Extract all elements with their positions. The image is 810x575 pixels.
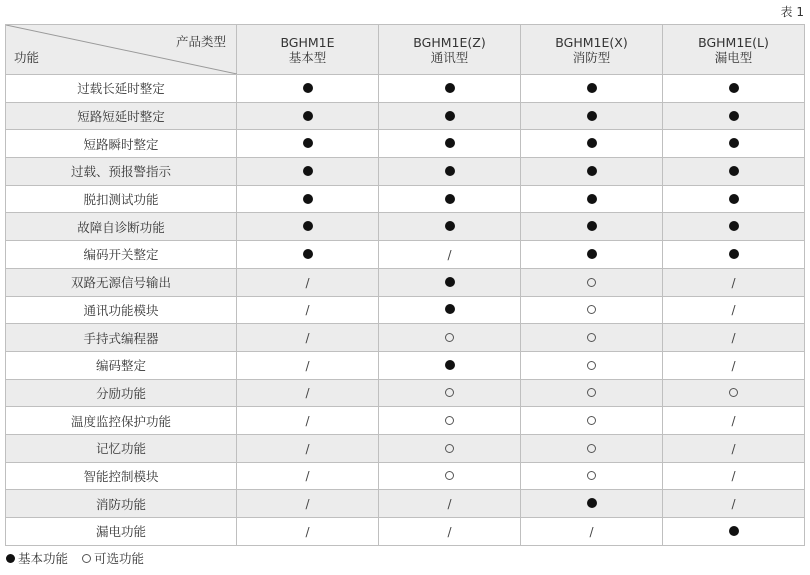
table-row: [6, 75, 805, 103]
feature-name-cell: 故障自诊断功能: [6, 213, 237, 241]
filled-circle-icon: [729, 111, 739, 121]
support-cell: [379, 407, 521, 435]
support-cell: [663, 518, 805, 546]
support-cell: [663, 324, 805, 352]
support-cell: [663, 268, 805, 296]
support-cell: [521, 213, 663, 241]
support-cell: [663, 490, 805, 518]
table-row: [6, 407, 805, 435]
feature-name-cell: 脱扣测试功能: [6, 185, 237, 213]
legend-optional-label: 可选功能: [94, 551, 145, 566]
table-body: [6, 75, 805, 546]
support-cell: [521, 462, 663, 490]
filled-circle-icon: [587, 138, 597, 148]
not-applicable-mark: /: [305, 469, 310, 484]
support-cell: [237, 130, 379, 158]
hollow-circle-icon: [445, 333, 454, 342]
filled-circle-icon: [303, 249, 313, 259]
support-cell: [379, 351, 521, 379]
support-cell: [379, 158, 521, 186]
feature-name-cell: 智能控制模块: [6, 462, 237, 490]
hollow-circle-icon: [445, 388, 454, 397]
hollow-circle-icon: [729, 388, 738, 397]
filled-circle-icon: [303, 83, 313, 93]
filled-circle-icon: [445, 138, 455, 148]
filled-circle-icon: [303, 138, 313, 148]
feature-name-cell: 漏电功能: [6, 518, 237, 546]
filled-circle-icon: [587, 249, 597, 259]
not-applicable-mark: /: [731, 331, 736, 346]
table-row: [6, 490, 805, 518]
diagonal-divider: [6, 25, 237, 74]
table-caption: 表 1: [780, 5, 804, 19]
support-cell: [237, 268, 379, 296]
support-cell: [379, 185, 521, 213]
filled-circle-icon: [587, 194, 597, 204]
column-header-communication: [379, 25, 521, 75]
filled-circle-icon: [587, 221, 597, 231]
support-cell: [521, 518, 663, 546]
table-row: [6, 241, 805, 269]
hollow-circle-icon: [445, 471, 454, 480]
filled-circle-icon: [445, 194, 455, 204]
hollow-circle-icon: [587, 333, 596, 342]
support-cell: [379, 518, 521, 546]
support-cell: [379, 75, 521, 103]
model-name: BGHM1E(X): [555, 34, 628, 50]
legend-basic-label: 基本功能: [18, 551, 69, 566]
legend-basic: [6, 549, 68, 567]
feature-name-cell: 温度监控保护功能: [6, 407, 237, 435]
support-cell: [663, 185, 805, 213]
not-applicable-mark: /: [731, 441, 736, 456]
table-row: [6, 324, 805, 352]
filled-circle-icon: [303, 221, 313, 231]
support-cell: [521, 158, 663, 186]
feature-name-cell: 短路短延时整定: [6, 102, 237, 130]
support-cell: [521, 296, 663, 324]
filled-circle-icon: [587, 111, 597, 121]
not-applicable-mark: /: [305, 524, 310, 539]
not-applicable-mark: /: [731, 275, 736, 290]
table-row: [6, 102, 805, 130]
not-applicable-mark: /: [447, 497, 452, 512]
support-cell: [379, 102, 521, 130]
table-row: [6, 268, 805, 296]
not-applicable-mark: /: [447, 524, 452, 539]
support-cell: [237, 351, 379, 379]
support-cell: [521, 75, 663, 103]
support-cell: [521, 130, 663, 158]
support-cell: [379, 324, 521, 352]
feature-name-cell: 记忆功能: [6, 434, 237, 462]
model-type: 漏电型: [714, 49, 753, 65]
hollow-circle-icon: [82, 554, 91, 563]
filled-circle-icon: [6, 554, 15, 563]
support-cell: [379, 462, 521, 490]
feature-name-cell: 手持式编程器: [6, 324, 237, 352]
filled-circle-icon: [587, 166, 597, 176]
support-cell: [521, 351, 663, 379]
support-cell: [237, 434, 379, 462]
support-cell: [663, 407, 805, 435]
support-cell: [521, 407, 663, 435]
support-cell: [521, 490, 663, 518]
hollow-circle-icon: [587, 388, 596, 397]
support-cell: [663, 75, 805, 103]
support-cell: [237, 407, 379, 435]
feature-name-cell: 通讯功能模块: [6, 296, 237, 324]
column-header-leakage: [663, 25, 805, 75]
not-applicable-mark: /: [305, 386, 310, 401]
filled-circle-icon: [729, 249, 739, 259]
not-applicable-mark: /: [589, 524, 594, 539]
model-type: 消防型: [572, 49, 611, 65]
support-cell: [379, 241, 521, 269]
model-type: 通讯型: [430, 49, 469, 65]
support-cell: [521, 185, 663, 213]
filled-circle-icon: [303, 111, 313, 121]
corner-header-cell: [6, 25, 237, 75]
support-cell: [521, 102, 663, 130]
table-row: [6, 185, 805, 213]
support-cell: [663, 130, 805, 158]
hollow-circle-icon: [445, 444, 454, 453]
hollow-circle-icon: [587, 416, 596, 425]
filled-circle-icon: [445, 166, 455, 176]
not-applicable-mark: /: [731, 469, 736, 484]
hollow-circle-icon: [587, 471, 596, 480]
hollow-circle-icon: [587, 444, 596, 453]
feature-name-cell: 消防功能: [6, 490, 237, 518]
not-applicable-mark: /: [305, 358, 310, 373]
support-cell: [663, 213, 805, 241]
support-cell: [379, 130, 521, 158]
support-cell: [237, 75, 379, 103]
filled-circle-icon: [729, 221, 739, 231]
column-header-basic: [237, 25, 379, 75]
hollow-circle-icon: [445, 416, 454, 425]
feature-matrix-table: [5, 24, 805, 546]
not-applicable-mark: /: [305, 275, 310, 290]
feature-name-cell: 编码整定: [6, 351, 237, 379]
feature-name-cell: 编码开关整定: [6, 241, 237, 269]
not-applicable-mark: /: [731, 414, 736, 429]
support-cell: [237, 324, 379, 352]
support-cell: [379, 434, 521, 462]
support-cell: [663, 158, 805, 186]
support-cell: [663, 462, 805, 490]
filled-circle-icon: [445, 111, 455, 121]
support-cell: [663, 241, 805, 269]
product-type-label: 产品类型: [175, 34, 226, 49]
support-cell: [379, 490, 521, 518]
filled-circle-icon: [729, 194, 739, 204]
model-name: BGHM1E: [280, 34, 335, 50]
support-cell: [379, 379, 521, 407]
filled-circle-icon: [303, 166, 313, 176]
support-cell: [521, 379, 663, 407]
not-applicable-mark: /: [305, 441, 310, 456]
filled-circle-icon: [445, 304, 455, 314]
support-cell: [663, 351, 805, 379]
support-cell: [237, 490, 379, 518]
support-cell: [379, 213, 521, 241]
support-cell: [521, 268, 663, 296]
table-row: [6, 158, 805, 186]
not-applicable-mark: /: [447, 247, 452, 262]
support-cell: [663, 434, 805, 462]
not-applicable-mark: /: [731, 497, 736, 512]
filled-circle-icon: [445, 221, 455, 231]
filled-circle-icon: [445, 83, 455, 93]
feature-name-cell: 过载长延时整定: [6, 75, 237, 103]
filled-circle-icon: [729, 526, 739, 536]
support-cell: [237, 379, 379, 407]
filled-circle-icon: [729, 138, 739, 148]
table-row: [6, 130, 805, 158]
not-applicable-mark: /: [305, 414, 310, 429]
table-row: [6, 296, 805, 324]
support-cell: [237, 158, 379, 186]
support-cell: [663, 296, 805, 324]
model-name: BGHM1E(Z): [413, 34, 486, 50]
table-row: [6, 351, 805, 379]
support-cell: [237, 241, 379, 269]
table-row: [6, 518, 805, 546]
not-applicable-mark: /: [731, 358, 736, 373]
table-row: [6, 462, 805, 490]
support-cell: [237, 296, 379, 324]
support-cell: [237, 462, 379, 490]
support-cell: [521, 434, 663, 462]
feature-name-cell: 分励功能: [6, 379, 237, 407]
support-cell: [521, 324, 663, 352]
table-row: [6, 379, 805, 407]
not-applicable-mark: /: [731, 303, 736, 318]
filled-circle-icon: [303, 194, 313, 204]
column-header-fire: [521, 25, 663, 75]
filled-circle-icon: [729, 166, 739, 176]
hollow-circle-icon: [587, 278, 596, 287]
legend: [6, 549, 154, 567]
support-cell: [379, 268, 521, 296]
header-row: [6, 25, 805, 75]
feature-name-cell: 短路瞬时整定: [6, 130, 237, 158]
support-cell: [237, 102, 379, 130]
support-cell: [237, 185, 379, 213]
filled-circle-icon: [587, 498, 597, 508]
not-applicable-mark: /: [305, 331, 310, 346]
support-cell: [663, 102, 805, 130]
not-applicable-mark: /: [305, 497, 310, 512]
support-cell: [521, 241, 663, 269]
feature-name-cell: 过载、预报警指示: [6, 158, 237, 186]
model-type: 基本型: [288, 49, 327, 65]
feature-label: 功能: [14, 50, 40, 65]
feature-name-cell: 双路无源信号输出: [6, 268, 237, 296]
filled-circle-icon: [729, 83, 739, 93]
model-name: BGHM1E(L): [698, 34, 769, 50]
not-applicable-mark: /: [305, 303, 310, 318]
support-cell: [663, 379, 805, 407]
filled-circle-icon: [445, 360, 455, 370]
filled-circle-icon: [445, 277, 455, 287]
hollow-circle-icon: [587, 361, 596, 370]
support-cell: [237, 213, 379, 241]
support-cell: [379, 296, 521, 324]
filled-circle-icon: [587, 83, 597, 93]
hollow-circle-icon: [587, 305, 596, 314]
table-row: [6, 434, 805, 462]
legend-optional: [82, 549, 144, 567]
support-cell: [237, 518, 379, 546]
table-row: [6, 213, 805, 241]
